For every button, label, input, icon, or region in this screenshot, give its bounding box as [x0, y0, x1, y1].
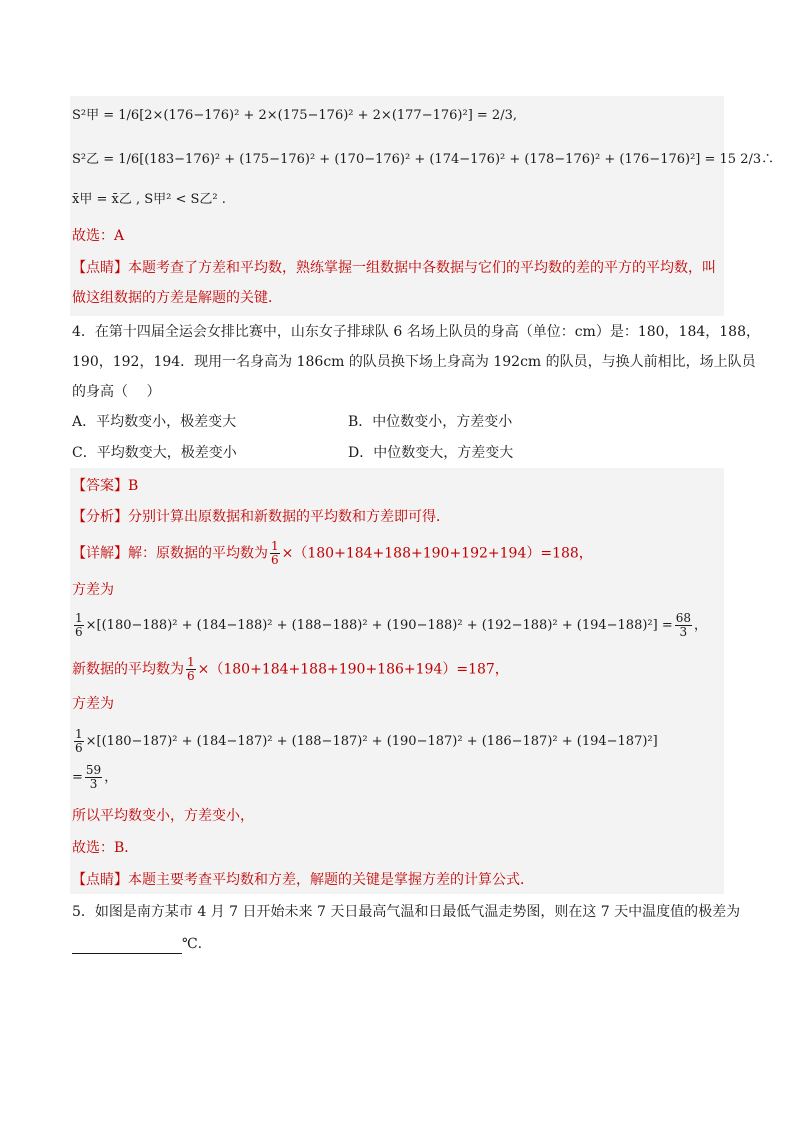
q4-option-c: C．平均数变大，极差变小 [72, 445, 237, 461]
q4-analysis: 【分析】分别计算出原数据和新数据的平均数和方差即可得． [72, 509, 450, 525]
q4-variance-label-1: 方差为 [72, 582, 114, 598]
q4-stem-line-3: 的身高（ ） [72, 384, 161, 400]
q4-dianjing: 【点睛】本题主要考查平均数和方差，解题的关键是掌握方差的计算公式． [72, 872, 534, 888]
q4-option-a: A．平均数变小，极差变大 [72, 414, 237, 430]
q4-detail-mean: 【详解】解：原数据的平均数为 $\frac{1}{6}$ ×（180+184+188+190+192+194）=188， [72, 539, 593, 567]
q4-variance-formula-1: $\frac{1}{6}$ ×[(180−188)² + (184−188)² + (188−188)² + (190−188)² + (192−188)² + (194−188)²] = $\frac{68}{3}$ ， [75, 611, 708, 639]
q4-choice: 故选：B． [72, 840, 139, 856]
prev-dianjing-line-2: 做这组数据的方差是解题的关键． [72, 290, 282, 306]
q4-answer: 【答案】B [72, 478, 139, 494]
q4-variance-label-2: 方差为 [72, 696, 114, 712]
q4-option-d: D．中位数变大，方差变大 [348, 445, 514, 461]
q4-option-b: B．中位数变小，方差变小 [348, 414, 513, 430]
q4-conclusion: 所以平均数变小，方差变小， [72, 808, 254, 824]
prev-dianjing-line-1: 【点睛】本题考查了方差和平均数，熟练掌握一组数据中各数据与它们的平均数的差的平方的平均数，叫 [72, 260, 716, 276]
q4-stem-line-2: 190，192，194．现用一名身高为 186cm 的队员换下场上身高为 192cm 的队员，与换人前相比，场上队员 [72, 354, 756, 370]
mean-variance-compare: x̄甲 = x̄乙 , S甲² < S乙² . [72, 192, 226, 207]
q4-variance-value-2: = $\frac{59}{3}$ ， [72, 763, 118, 791]
q4-new-mean: 新数据的平均数为 $\frac{1}{6}$ ×（180+184+188+190+186+194）=187， [72, 655, 509, 683]
prev-choice: 故选：A [72, 228, 125, 244]
variance-jia-formula: S²甲 = 1/6[2×(176−176)² + 2×(175−176)² + 2×(177−176)²] = 2/3, [72, 108, 517, 123]
q4-variance-formula-2: $\frac{1}{6}$ ×[(180−187)² + (184−187)² + (188−187)² + (190−187)² + (186−187)² + (194−187)²] [75, 727, 658, 755]
q4-stem-line-1: 4．在第十四届全运会女排比赛中，山东女子排球队 6 名场上队员的身高（单位：cm）是：180，184，188， [72, 324, 760, 340]
q5-stem-line-1: 5．如图是南方某市 4 月 7 日开始未来 7 天日最高气温和日最低气温走势图，则在这 7 天中温度值的极差为 [72, 904, 741, 920]
answer-blank[interactable] [72, 939, 182, 954]
variance-yi-formula: S²乙 = 1/6[(183−176)² + (175−176)² + (170−176)² + (174−176)² + (178−176)² + (176−176)²] = 15 2/3∴ [72, 152, 775, 167]
q5-stem-line-2: ℃. [72, 934, 202, 954]
